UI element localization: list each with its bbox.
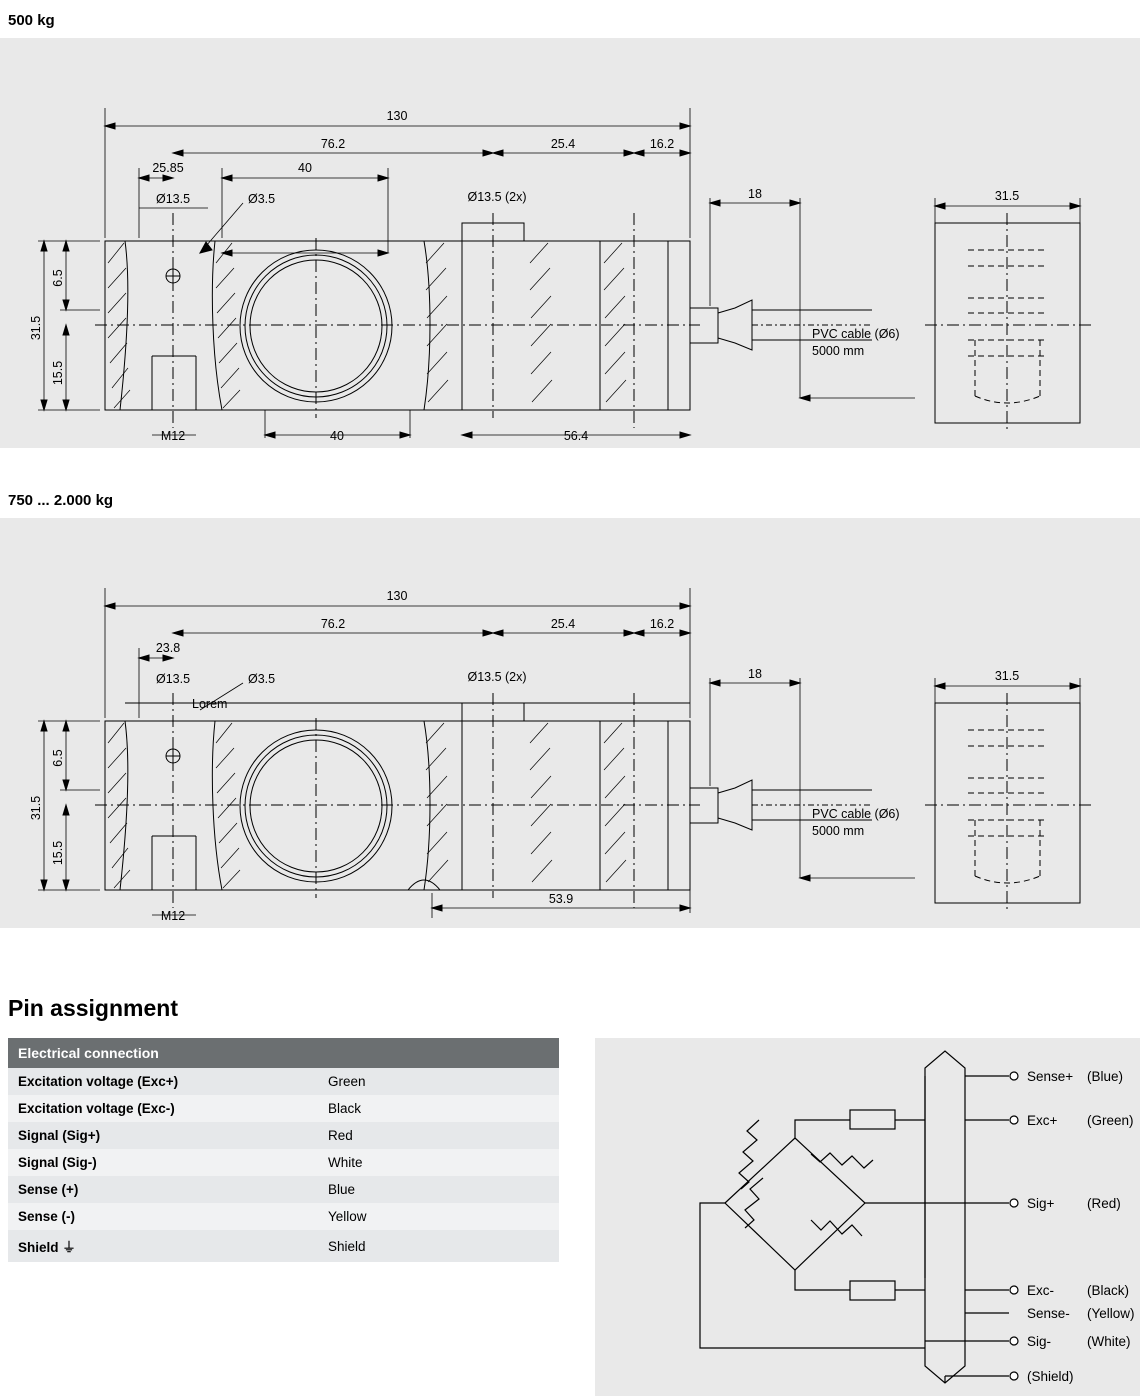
dim-total-750: 130 (386, 589, 408, 603)
dim-h65-750: 6.5 (51, 749, 65, 767)
drawing-panel-500kg (0, 38, 1140, 448)
dim-254-750: 25.4 (550, 617, 576, 631)
pin-value: Black (318, 1095, 559, 1122)
dim-holesmall-500: Ø3.5 (248, 192, 276, 206)
table-row (8, 1149, 559, 1176)
dim-hole2-750: Ø13.5 (2x) (467, 670, 527, 684)
wiring-diagram (595, 1038, 1140, 1396)
pin-value: Shield (318, 1230, 559, 1262)
pin-value: Blue (318, 1176, 559, 1203)
pin-label: Excitation voltage (Exc+) (8, 1068, 318, 1095)
wire-color-shield: (Shield) (1027, 1369, 1074, 1384)
pin-label-shield: Shield ⏚ (8, 1230, 318, 1262)
wire-pin-exc-plus: Exc+ (1027, 1113, 1058, 1128)
wire-color-white: (White) (1087, 1334, 1131, 1349)
pin-assignment-table (8, 1038, 559, 1262)
pin-value: White (318, 1149, 559, 1176)
dim-40top-500: 40 (298, 161, 312, 175)
table-row (8, 1176, 559, 1203)
dim-h65-500: 6.5 (51, 269, 65, 287)
pin-label: Signal (Sig-) (8, 1149, 318, 1176)
wire-color-red: (Red) (1087, 1196, 1121, 1211)
dim-18-500: 18 (748, 187, 762, 201)
dim-762-750: 76.2 (320, 617, 346, 631)
drawing-panel-750kg (0, 518, 1140, 928)
dim-40bot-500: 40 (330, 429, 344, 443)
wire-color-blue: (Blue) (1087, 1069, 1124, 1084)
wire-pin-sense-plus: Sense+ (1027, 1069, 1074, 1084)
dim-h155-500: 15.5 (51, 360, 65, 386)
dim-lefthole-750: 23.8 (155, 641, 181, 655)
cable-label-1-500: PVC cable (Ø6) (812, 327, 900, 341)
dim-lefthole-500: 25.85 (152, 161, 184, 175)
dim-thread-750: M12 (160, 909, 186, 923)
dim-h315-500: 31.5 (29, 315, 43, 341)
pin-label: Sense (+) (8, 1176, 318, 1203)
dim-total-500: 130 (386, 109, 408, 123)
technical-drawing-750kg (0, 518, 1140, 928)
section-title-500kg: 500 kg (8, 12, 55, 29)
table-row (8, 1203, 559, 1230)
dim-162-750: 16.2 (649, 617, 675, 631)
wire-color-black: (Black) (1087, 1283, 1130, 1298)
dim-thread-500: M12 (160, 429, 186, 443)
dim-539-750: 53.9 (548, 892, 574, 906)
cable-label-1-750: PVC cable (Ø6) (812, 807, 900, 821)
dim-18-750: 18 (748, 667, 762, 681)
dim-h315-750: 31.5 (29, 795, 43, 821)
wire-pin-sense-minus: Sense- (1027, 1306, 1070, 1321)
section-title-750kg: 750 ... 2.000 kg (8, 492, 114, 509)
cable-label-2-500: 5000 mm (812, 344, 865, 358)
dim-sidewidth-750: 31.5 (994, 669, 1020, 683)
dim-sidewidth-500: 31.5 (994, 189, 1020, 203)
dim-564-500: 56.4 (563, 429, 589, 443)
table-row (8, 1122, 559, 1149)
pin-label: Signal (Sig+) (8, 1122, 318, 1149)
dim-h155-750: 15.5 (51, 840, 65, 866)
pin-value: Green (318, 1068, 559, 1095)
dim-hole2-500: Ø13.5 (2x) (467, 190, 527, 204)
table-row (8, 1230, 559, 1262)
table-row (8, 1068, 559, 1095)
technical-drawing-500kg (0, 38, 1140, 448)
table-row (8, 1095, 559, 1122)
pin-value: Red (318, 1122, 559, 1149)
dim-holesmall-750: Ø3.5 (248, 672, 276, 686)
wire-pin-sig-minus: Sig- (1027, 1334, 1052, 1349)
dim-162-500: 16.2 (649, 137, 675, 151)
page-title-pin-assignment: Pin assignment (8, 995, 178, 1021)
pin-value: Yellow (318, 1203, 559, 1230)
table-header-electrical-connection: Electrical connection (8, 1038, 559, 1068)
wire-pin-exc-minus: Exc- (1027, 1283, 1054, 1298)
cable-label-2-750: 5000 mm (812, 824, 865, 838)
pin-label: Excitation voltage (Exc-) (8, 1095, 318, 1122)
annotation-lorem: Lorem (192, 697, 228, 711)
wire-color-yellow: (Yellow) (1087, 1306, 1135, 1321)
dim-762-500: 76.2 (320, 137, 346, 151)
dim-254-500: 25.4 (550, 137, 576, 151)
pin-label: Sense (-) (8, 1203, 318, 1230)
dim-hole1-750: Ø13.5 (155, 672, 191, 686)
dim-hole1-500: Ø13.5 (155, 192, 191, 206)
wiring-diagram-panel (595, 1038, 1140, 1396)
wire-color-green: (Green) (1087, 1113, 1134, 1128)
wire-pin-sig-plus: Sig+ (1027, 1196, 1055, 1211)
